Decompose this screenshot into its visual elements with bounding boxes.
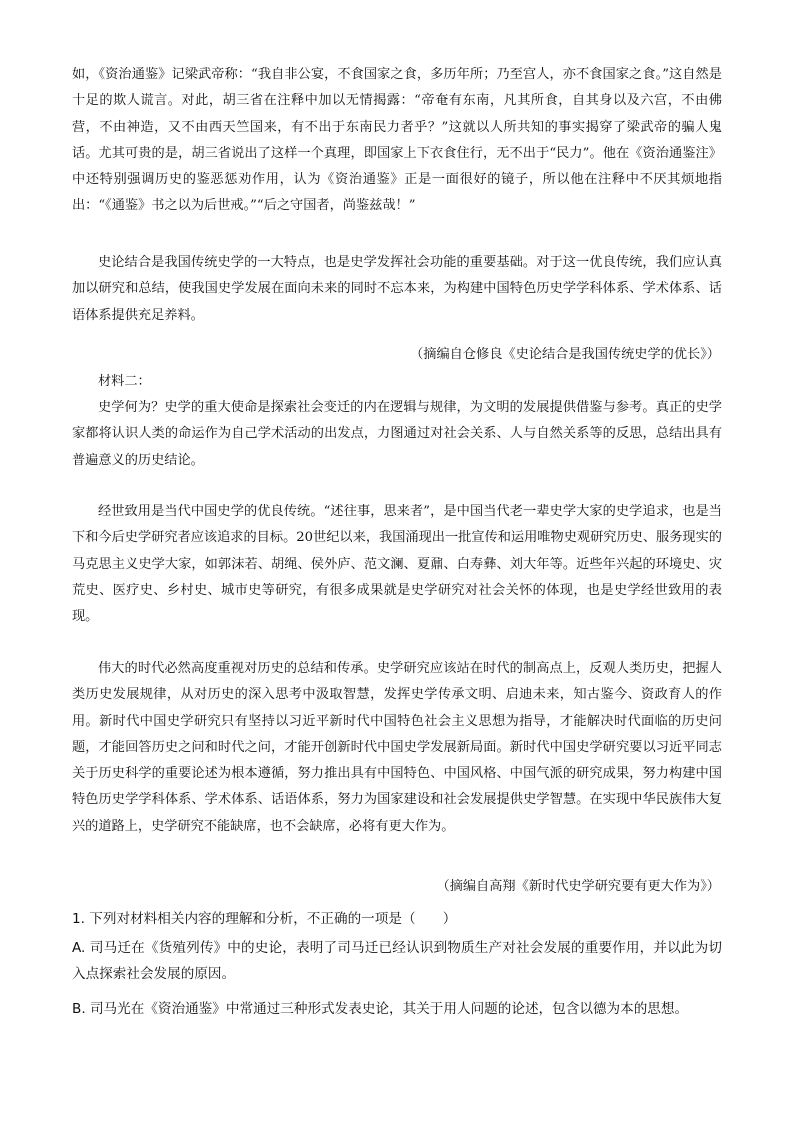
passage2-paragraph-3: 伟大的时代必然高度重视对历史的总结和传承。史学研究应该站在时代的制高点上，反观人类历史，把握人类历史发展规律，从对历史的深入思考中汲取智慧，发挥史学传承文明、启迪未来，知古鉴今、资政育人的作用。新时代中国史学研究只有坚持以习近平新时代中国特色社会主义思想为指导，才能解决时代面临的历史问题，才能回答历史之问和时代之问，才能开创新时代中国史学发展新局面。新时代中国史学研究要以习近平同志关于历史科学的重要论述为根本遵循，努力推出具有中国特色、中国风格、中国气派的研究成果，努力构建中国特色历史学学科体系、学术体系、话语体系，努力为国家建设和社会发展提供史学智慧。在实现中华民族伟大复兴的道路上，史学研究不能缺席，也不会缺席，必将有更大作为。 [72, 661, 722, 834]
passage2-source: （摘编自高翔《新时代史学研究要有更大作为》） [436, 879, 720, 894]
question-option-b: B. 司马光在《资治通鉴》中常通过三种形式发表史论，其关于用人问题的论述，包含以德为本的思想。 [72, 1001, 689, 1017]
passage2-paragraph-1: 史学何为？史学的重大使命是探索社会变迁的内在逻辑与规律，为文明的发展提供借鉴与参考。真正的史学家都将认识人类的命运作为自己学术活动的出发点，力图通过对社会关系、人与自然关系等的反思，总结出具有普遍意义的历史结论。 [72, 400, 722, 468]
passage1-paragraph-1: 如，《资治通鉴》记梁武帝称：“我自非公宴，不食国家之食，多历年所；乃至宫人，亦不食国家之食。”这自然是十足的欺人谎言。对此，胡三省在注释中加以无情揭露：“帝奄有东南，凡其所食，自其身以及六宫，不由佛营，不由神造，又不由西天竺国来，有不出于东南民力者乎？”这就以人所共知的事实揭穿了梁武帝的骗人鬼话。尤其可贵的是，胡三省说出了这样一个真理，即国家上下衣食住行，无不出于“民力”。他在《资治通鉴注》中还特别强调历史的鉴恶惩劝作用，认为《资治通鉴》正是一面很好的镜子，所以他在注释中不厌其烦地指出：“《通鉴》书之以为后世戒。”“后之守国者，尚鉴兹哉！” [72, 67, 722, 214]
passage2-paragraph-2: 经世致用是当代中国史学的优良传统。“述往事，思来者”，是中国当代老一辈史学大家的史学追求，也是当下和今后史学研究者应该追求的目标。20世纪以来，我国涌现出一批宣传和运用唯物史观研究历史、服务现实的马克思主义史学大家，如郭沫若、胡绳、侯外庐、范文澜、夏鼐、白寿彝、刘大年等。近些年兴起的环境史、灾荒史、医疗史、乡村史、城市史等研究，有很多成果就是史学研究对社会关怀的体现，也是史学经世致用的表现。 [72, 504, 722, 625]
question-stem: 1. 下列对材料相关内容的理解和分析，不正确的一项是（ ） [72, 911, 457, 927]
question-option-a: A. 司马迁在《货殖列传》中的史论，表明了司马迁已经认识到物质生产对社会发展的重要作用，并以此为切入点探索社会发展的原因。 [72, 940, 722, 982]
passage1-source: （摘编自仓修良《史论结合是我国传统史学的优长》） [410, 347, 720, 362]
material-two-label: 材料二： [98, 374, 151, 389]
passage1-paragraph-2: 史论结合是我国传统史学的一大特点，也是史学发挥社会功能的重要基础。对于这一优良传统，我们应认真加以研究和总结，使我国史学发展在面向未来的同时不忘本来，为构建中国特色历史学学科体系、学术体系、话语体系提供充足养料。 [72, 255, 722, 323]
